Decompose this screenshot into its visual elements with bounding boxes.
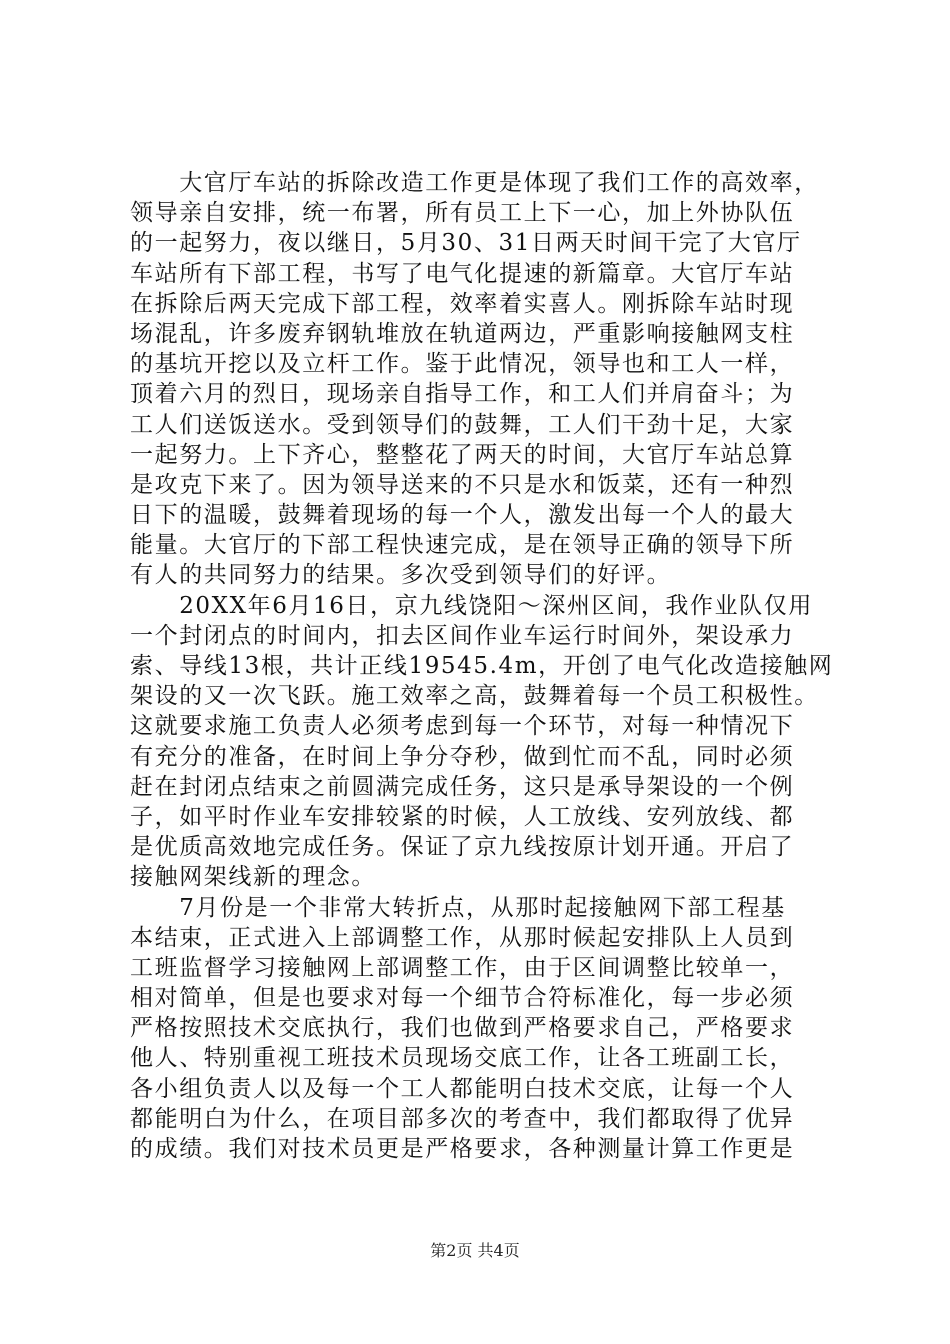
text-line: 有人的共同努力的结果。多次受到领导们的好评。 (130, 562, 672, 589)
text-line: 赶在封闭点结束之前圆满完成任务，这只是承导架设的一个例 (130, 773, 795, 800)
text-line: 20XX年6月16日，京九线饶阳～深州区间，我作业队仅用 (130, 592, 813, 619)
document-body (130, 168, 834, 1164)
text-line: 工班监督学习接触网上部调整工作，由于区间调整比较单一， (130, 954, 795, 981)
text-line: 本结束，正式进入上部调整工作，从那时候起安排队上人员到 (130, 924, 795, 951)
text-line: 有充分的准备，在时间上争分夺秒，做到忙而不乱，同时必须 (130, 743, 795, 770)
text-line: 大官厅车站的拆除改造工作更是体现了我们工作的高效率， (130, 170, 819, 196)
text-line: 子，如平时作业车安排较紧的时候，人工放线、安列放线、都 (130, 803, 795, 830)
text-line: 一个封闭点的时间内，扣去区间作业车运行时间外，架设承力 (130, 622, 795, 649)
text-line: 的一起努力，夜以继日，5月30、31日两天时间干完了大官厅 (130, 230, 802, 257)
text-line: 一起努力。上下齐心，整整花了两天的时间，大官厅车站总算 (130, 441, 795, 468)
text-line: 他人、特别重视工班技术员现场交底工作，让各工班副工长， (130, 1045, 795, 1072)
text-line: 接触网架线新的理念。 (130, 864, 376, 891)
text-line: 都能明白为什么，在项目部多次的考查中，我们都取得了优异 (130, 1105, 795, 1132)
text-line: 是优质高效地完成任务。保证了京九线按原计划开通。开启了 (130, 834, 795, 861)
text-line: 架设的又一次飞跃。施工效率之高，鼓舞着每一个员工积极性。 (130, 683, 819, 710)
text-line: 是攻克下来了。因为领导送来的不只是水和饭菜，还有一种烈 (130, 471, 795, 498)
page-footer: 第2页 共4页 (430, 1241, 520, 1260)
text-line: 各小组负责人以及每一个工人都能明白技术交底，让每一个人 (130, 1075, 795, 1102)
text-line: 顶着六月的烈日，现场亲自指导工作，和工人们并肩奋斗；为 (130, 381, 795, 408)
text-line: 严格按照技术交底执行，我们也做到严格要求自己，严格要求 (130, 1015, 795, 1042)
text-line: 能量。大官厅的下部工程快速完成，是在领导正确的领导下所 (130, 532, 795, 559)
text-line: 车站所有下部工程，书写了电气化提速的新篇章。大官厅车站 (130, 260, 795, 287)
text-line: 相对简单，但是也要求对每一个细节合符标准化，每一步必须 (130, 985, 795, 1012)
text-line: 的成绩。我们对技术员更是严格要求，各种测量计算工作更是 (130, 1136, 795, 1162)
text-line: 7月份是一个非常大转折点，从那时起接触网下部工程基 (130, 894, 786, 921)
text-line: 场混乱，许多废弃钢轨堆放在轨道两边，严重影响接触网支柱 (130, 320, 795, 347)
text-line: 领导亲自安排，统一布署，所有员工上下一心，加上外协队伍 (130, 200, 795, 227)
text-line: 工人们送饭送水。受到领导们的鼓舞，工人们干劲十足，大家 (130, 411, 795, 438)
text-line: 索、导线13根，共计正线19545.4m，开创了电气化改造接触网 (130, 653, 834, 679)
text-line: 日下的温暖，鼓舞着现场的每一个人，激发出每一个人的最大 (130, 502, 795, 529)
text-line: 在拆除后两天完成下部工程，效率着实喜人。刚拆除车站时现 (130, 290, 795, 317)
text-line: 的基坑开挖以及立杆工作。鉴于此情况，领导也和工人一样， (130, 351, 795, 378)
text-line: 这就要求施工负责人必须考虑到每一个环节，对每一种情况下 (130, 713, 795, 740)
